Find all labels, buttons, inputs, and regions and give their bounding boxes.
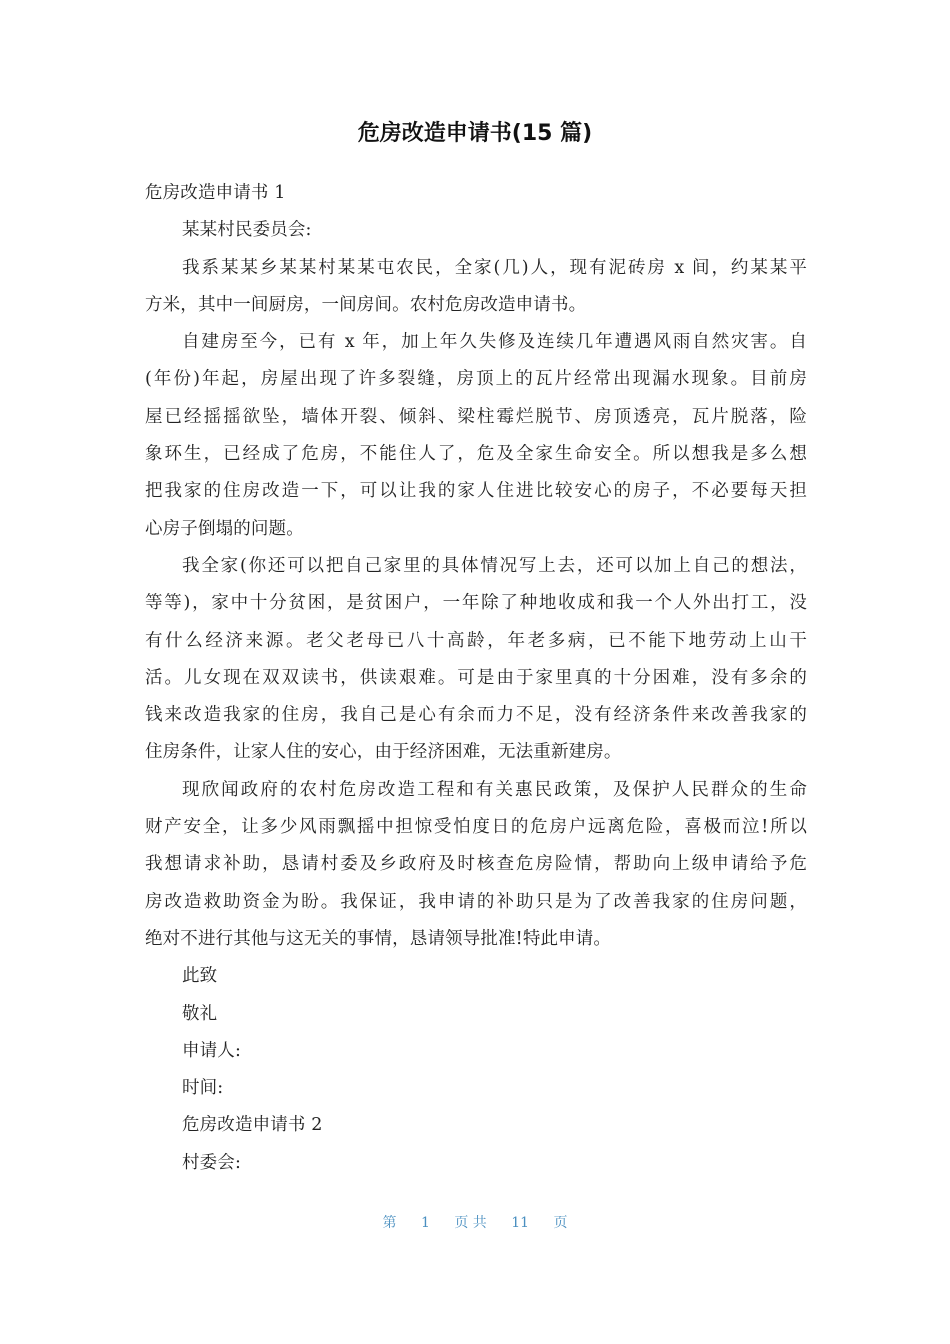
text-line: 我全家(你还可以把自己家里的具体情况写上去，还可以加上自己的想法， [182, 555, 807, 576]
footer-total-pages: 11 [511, 1215, 530, 1231]
text-line: 心房子倒塌的问题。 [145, 518, 304, 539]
text-line: 敬礼 [182, 1003, 218, 1024]
document-title: 危房改造申请书(15 篇) [357, 121, 593, 146]
text-line: 我系某某乡某某村某某屯农民，全家(几)人，现有泥砖房 x 间，约某某平 [182, 257, 807, 278]
text-line: 方米，其中一间厨房，一间房间。农村危房改造申请书。 [145, 294, 587, 315]
text-line: (年份)年起，房屋出现了许多裂缝，房顶上的瓦片经常出现漏水现象。目前房 [145, 369, 807, 390]
text-line: 自建房至今，已有 x 年，加上年久失修及连续几年遭遇风雨自然灾害。自 [182, 332, 807, 353]
text-line: 屋已经摇摇欲坠，墙体开裂、倾斜、梁柱霉烂脱节、房顶透亮，瓦片脱落，险 [145, 406, 807, 427]
text-line: 此致 [182, 966, 218, 987]
text-line: 我想请求补助，恳请村委及乡政府及时核查危房险情，帮助向上级申请给予危 [145, 854, 807, 875]
page-footer [0, 1212, 950, 1232]
text-line: 某某村民委员会: [182, 220, 312, 241]
text-line: 财产安全，让多少风雨飘摇中担惊受怕度日的危房户远离危险，喜极而泣!所以 [145, 817, 807, 838]
footer-current-page: 1 [420, 1215, 430, 1231]
text-line: 时间: [182, 1078, 224, 1099]
text-line: 危房改造申请书 2 [182, 1115, 323, 1136]
text-line: 现欣闻政府的农村危房改造工程和有关惠民政策，及保护人民群众的生命 [182, 779, 807, 800]
text-line: 房改造救助资金为盼。我保证，我申请的补助只是为了改善我家的住房问题， [145, 891, 807, 912]
document-body [145, 175, 807, 1182]
text-line: 把我家的住房改造一下，可以让我的家人住进比较安心的房子，不必要每天担 [145, 481, 807, 502]
text-line: 危房改造申请书 1 [145, 183, 286, 203]
text-line: 村委会: [182, 1152, 241, 1173]
text-line: 住房条件，让家人住的安心，由于经济困难，无法重新建房。 [145, 742, 622, 763]
text-line: 象环生，已经成了危房，不能住人了，危及全家生命安全。所以想我是多么想 [145, 444, 807, 465]
text-line: 钱来改造我家的住房，我自己是心有余而力不足，没有经济条件来改善我家的 [145, 705, 807, 726]
text-line: 绝对不进行其他与这无关的事情，恳请领导批准!特此申请。 [145, 928, 612, 949]
footer-label-pages: 页 [553, 1215, 568, 1231]
text-line: 申请人: [182, 1040, 241, 1061]
text-line: 等等)，家中十分贫困，是贫困户，一年除了种地收成和我一个人外出打工，没 [145, 593, 807, 614]
footer-label-of: 页 共 [454, 1215, 487, 1231]
footer-label-page: 第 [382, 1215, 397, 1231]
text-line: 有什么经济来源。老父老母已八十高龄，年老多病，已不能下地劳动上山干 [145, 630, 807, 651]
text-line: 活。儿女现在双双读书，供读艰难。可是由于家里真的十分困难，没有多余的 [145, 667, 807, 688]
